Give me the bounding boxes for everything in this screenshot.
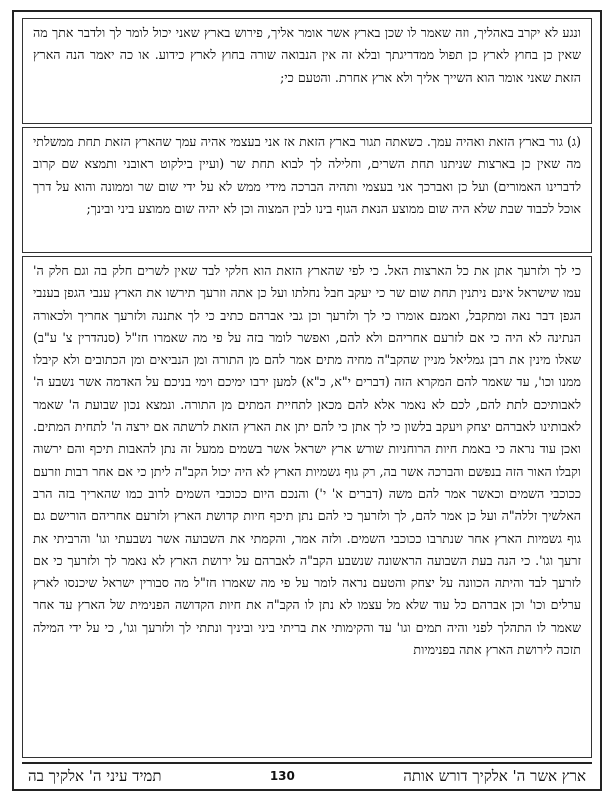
footer-left-title: תמיד עיני ה' אלקיך בה [28,766,162,785]
text-block-3 [22,256,592,758]
text-block-1 [22,18,592,124]
page-footer [22,762,592,788]
book-page [12,10,602,791]
text-block-2 [22,127,592,253]
paragraph-1: ונגע לא יקרב באהליך, וזה שאמר לו שכן בארץ אשר אומר אליך, פירוש בארץ שאני יכול לומר לך ולדבר אתך מה שאין כן בחוץ לארץ כן תפול ממדריגתך ובלא זה אין הנבואה שורה בחוץ לארץ כידוע. או כה יאמר הנה הארץ הזאת שאני אומר הוא השייך אליך ולא ארץ אחרת. והטעם כי; [33,25,581,85]
footer-right-title: ארץ אשר ה' אלקיך דורש אותה [403,766,586,785]
page-number: 130 [269,769,295,783]
paragraph-2: (ג) גור בארץ הזאת ואהיה עמך. כשאתה תגור בארץ הזאת אז אני בעצמי אהיה עמך שהארץ הזאת תחת ממשלתי מה שאין כן בארצות שניתנו תחת השרים, וחלילה לך לבוא תחת שר (ועיין בילקוט ראובני ותמצא שם קרוב לדברינו האמורים) ועל כן ואברכך אני בעצמי ותהיה הברכה מידי ממש לא על ידי שום שר וממונה והוא על דרך אוכל לכבוד שבת שלא היה שום ממוצע הנאת הגוף בינו לבין המצוה וכן לא יהיה שום ממוצע ביני ובינך; [33,134,581,216]
paragraph-3: כי לך ולזרעך אתן את כל הארצות האל. כי לפי שהארץ הזאת הוא חלקי לבד שאין לשרים חלק בה וגם חלק ה' עמו שישראל אינם ניתנין תחת שום שר כי יעקב חבל נחלתו ועל כן אתה וזרעך תירשו את הארץ ענבי הגפן בענבי הגפן דבר נאה ומתקבל, ואמנם אומרו כי לך ולזרעך וכן גבי אברהם כתיב כי לך אתננה ולזרעך אחריך ולכאורה הנתינה לא היה כי אם לזרעם אחריהם ולא להם, ואפשר לומר בזה על פי מה שאמרו חז"ל (סנהדרין צ' ע"ב) שאלו מינין את רבן גמליאל מניין שהקב"ה מחיה מתים אמר להם מן התורה ומן הנביאים ומן הכתובים ולא קיבלו ממנו וכו', עד שאמר להם המקרא הזה (דברים י"א, כ"א) למען ירבו ימיכם וימי בניכם על האדמה אשר נשבע ה' לאבותיכם לתת להם, לכם לא נאמר אלא להם מכאן לתחיית המתים מן התורה. ונמצא נכון שבועת ה' שאמר לאבותינו לאברהם יצחק ויעקב בלשון כי לך אתן כי להם יתן את הארץ הזאת לרשתה אם ירצה ה' לתחית המתים. ואכן עוד נראה כי באמת חיות הרוחניות שורש ארץ ישראל אשר בשמים ממעל זה נתן להאבות תיכף והם ירשוה וקבלו האור הזה בנפשם והברכה אשר בה, רק גוף גשמיות הארץ לא היה יכול הקב"ה ליתן כי אם אחר רבות וזרעם ככוכבי השמים וכאשר אמר להם משה (דברים א' י') והנכם היום ככוכבי השמים לרוב כמו שהאריך בזה הרב האלשיך זללה"ה ועל כן אמר להם, לך ולזרעך כי להם נתן תיכף חיות קדושת הארץ ולזרעם אחריהם הורישם גם גוף גשמיות הארץ אחר שנתרבו ככוכבי השמים. ולזה אמר, והקמתי את השבועה אשר נשבעתי וגו' והרביתי את זרעך וגו'. כי הנה בעת השבועה הראשונה שנשבע הקב"ה לאברהם על ירושת הארץ לא נאמר לך ולזרעך כי אם לזרעך לבד והיתה הכוונה על יצחק והטעם נראה לומר על פי מה שאמרו חז"ל מה סבורין ישראל שיכנסו לארץ ערלים וכו' וכן אברהם כל עוד שלא מל עצמו לא נתן לו הקב"ה את חיות הקדושה הפנימית של הארץ עד אחר שאמר לו התהלך לפני והיה תמים וגו' עד והקימותי את בריתי ביני וביניך ונתתי לך ולזרעך וגו', כי על ידי המילה תזכה לירושת הארץ אתה בפנימיות [33,263,581,658]
